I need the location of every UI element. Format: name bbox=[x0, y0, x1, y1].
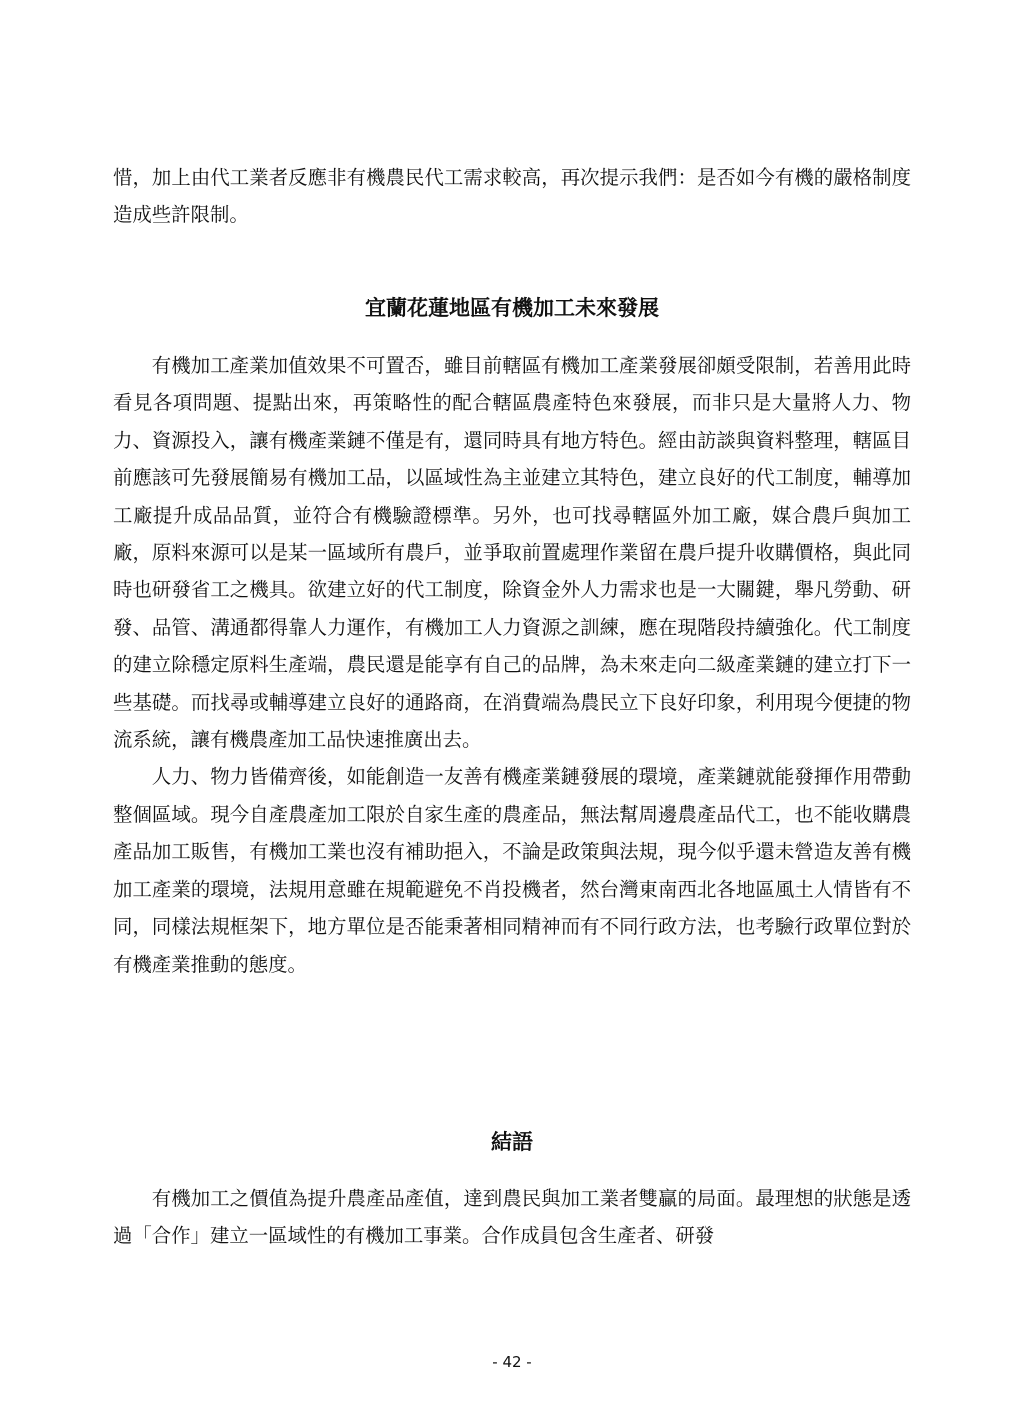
section-heading-future-development: 宜蘭花蓮地區有機加工未來發展 bbox=[365, 296, 659, 320]
page-number: - 42 - bbox=[492, 1353, 532, 1371]
continuation-block bbox=[113, 159, 911, 234]
continuation-paragraph: 惜，加上由代工業者反應非有機農民代工需求較高，再次提示我們：是否如今有機的嚴格制度造成些許限制。 bbox=[113, 166, 911, 227]
section-heading-conclusion: 結語 bbox=[491, 1130, 533, 1154]
future-development-body bbox=[113, 347, 911, 983]
body-paragraph: 有機加工之價值為提升農產品產值，達到農民與加工業者雙贏的局面。最理想的狀態是透過「合作」建立一區域性的有機加工事業。合作成員包含生產者、研發 bbox=[113, 1187, 911, 1248]
conclusion-body bbox=[113, 1180, 911, 1255]
body-paragraph: 有機加工產業加值效果不可置否，雖目前轄區有機加工產業發展卻頗受限制，若善用此時看見各項問題、提點出來，再策略性的配合轄區農產特色來發展，而非只是大量將人力、物力、資源投入，讓有機產業鏈不僅是有，還同時具有地方特色。經由訪談與資料整理，轄區目前應該可先發展簡易有機加工品，以區域性為主並建立其特色，建立良好的代工制度，輔導加工廠提升成品品質，並符合有機驗證標準。另外，也可找尋轄區外加工廠，媒合農戶與加工廠，原料來源可以是某一區域所有農戶，並爭取前置處理作業留在農戶提升收購價格，與此同時也研發省工之機具。欲建立好的代工制度，除資金外人力需求也是一大關鍵，舉凡勞動、研發、品管、溝通都得靠人力運作，有機加工人力資源之訓練，應在現階段持續強化。代工制度的建立除穩定原料生產端，農民還是能享有自己的品牌，為未來走向二級產業鏈的建立打下一些基礎。而找尋或輔導建立良好的通路商，在消費端為農民立下良好印象，利用現今便捷的物流系統，讓有機農產加工品快速推廣出去。 bbox=[113, 354, 911, 752]
body-paragraph: 人力、物力皆備齊後，如能創造一友善有機產業鏈發展的環境，產業鏈就能發揮作用帶動整個區域。現今自產農產加工限於自家生產的農產品，無法幫周邊農產品代工，也不能收購農產品加工販售，有機加工業也沒有補助挹入，不論是政策與法規，現今似乎還未營造友善有機加工產業的環境，法規用意雖在規範避免不肖投機者，然台灣東南西北各地區風土人情皆有不同，同樣法規框架下，地方單位是否能秉著相同精神而有不同行政方法，也考驗行政單位對於有機產業推動的態度。 bbox=[113, 765, 911, 976]
